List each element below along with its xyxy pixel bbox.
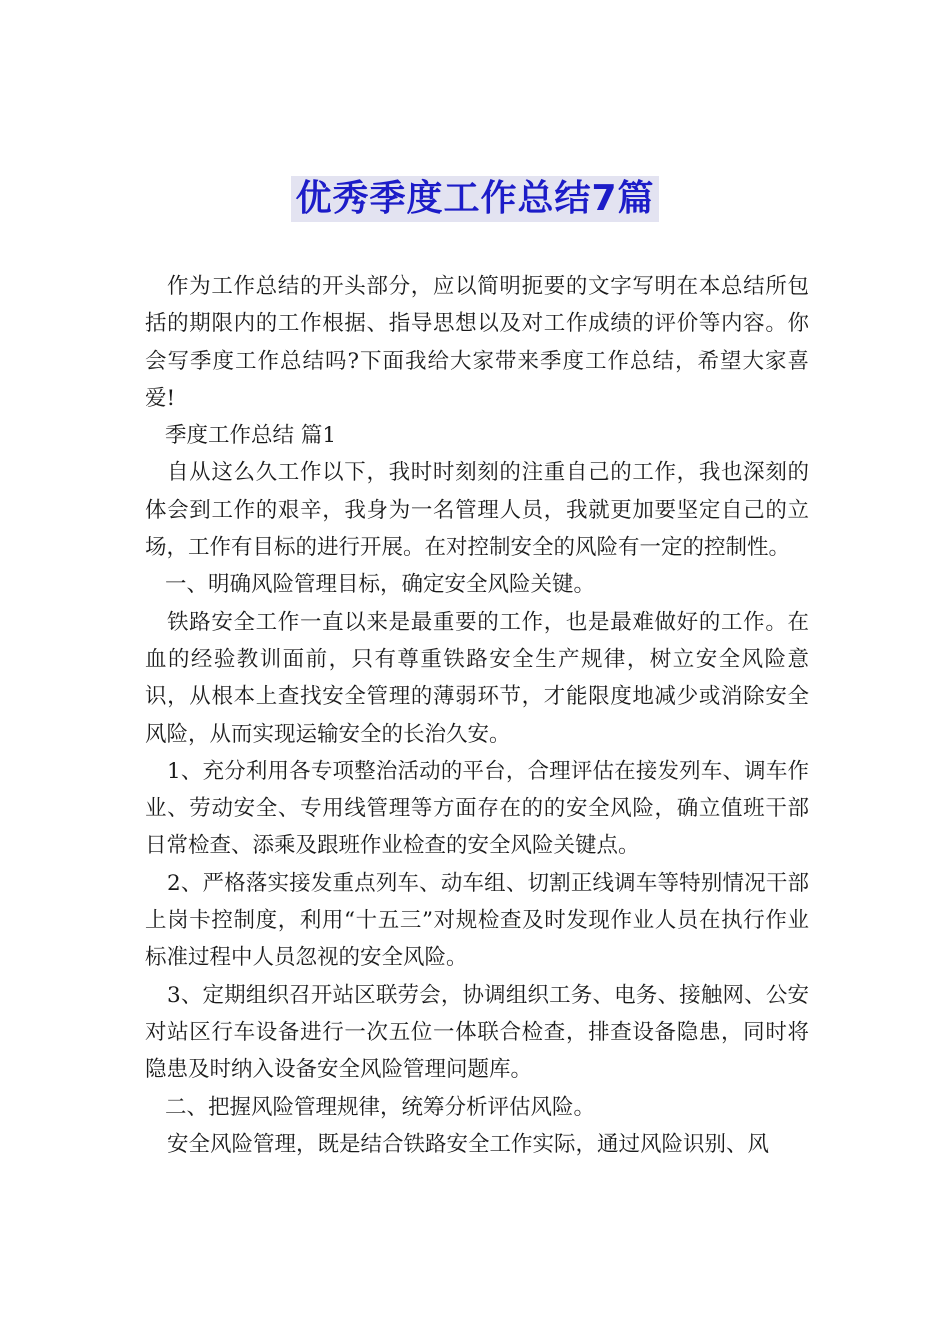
list-item: 3、定期组织召开站区联劳会，协调组织工务、电务、接触网、公安对站区行车设备进行一次五位一体联合检查，排查设备隐患，同时将隐患及时纳入设备安全风险管理问题库。 (145, 982, 809, 1083)
document-title: 优秀季度工作总结7篇 (291, 176, 658, 222)
document-body (145, 268, 809, 1163)
section-heading: 季度工作总结 篇1 (165, 423, 337, 449)
title-container (0, 176, 950, 222)
list-item: 2、严格落实接发重点列车、动车组、切割正线调车等特别情况干部上岗卡控制度，利用“十五三”对规检查及时发现作业人员在执行作业标准过程中人员忽视的安全风险。 (145, 870, 809, 971)
body-paragraph: 自从这么久工作以下，我时时刻刻的注重自己的工作，我也深刻的体会到工作的艰辛，我身为一名管理人员，我就更加要坚定自己的立场，工作有目标的进行开展。在对控制安全的风险有一定的控制性。 (145, 460, 809, 561)
body-paragraph: 铁路安全工作一直以来是最重要的工作，也是最难做好的工作。在血的经验教训面前，只有尊重铁路安全生产规律，树立安全风险意识，从根本上查找安全管理的薄弱环节，才能限度地减少或消除安全风险，从而实现运输安全的长治久安。 (145, 609, 809, 747)
subsection-heading: 一、明确风险管理目标，确定安全风险关键。 (165, 572, 596, 598)
list-item: 1、充分利用各专项整治活动的平台，合理评估在接发列车、调车作业、劳动安全、专用线管理等方面存在的的安全风险，确立值班干部日常检查、添乘及跟班作业检查的安全风险关键点。 (145, 758, 809, 859)
intro-paragraph: 作为工作总结的开头部分，应以简明扼要的文字写明在本总结所包括的期限内的工作根据、指导思想以及对工作成绩的评价等内容。你会写季度工作总结吗?下面我给大家带来季度工作总结，希望大家喜爱! (145, 274, 809, 411)
body-paragraph: 安全风险管理，既是结合铁路安全工作实际，通过风险识别、风 (167, 1131, 770, 1157)
subsection-heading: 二、把握风险管理规律，统筹分析评估风险。 (165, 1094, 596, 1120)
